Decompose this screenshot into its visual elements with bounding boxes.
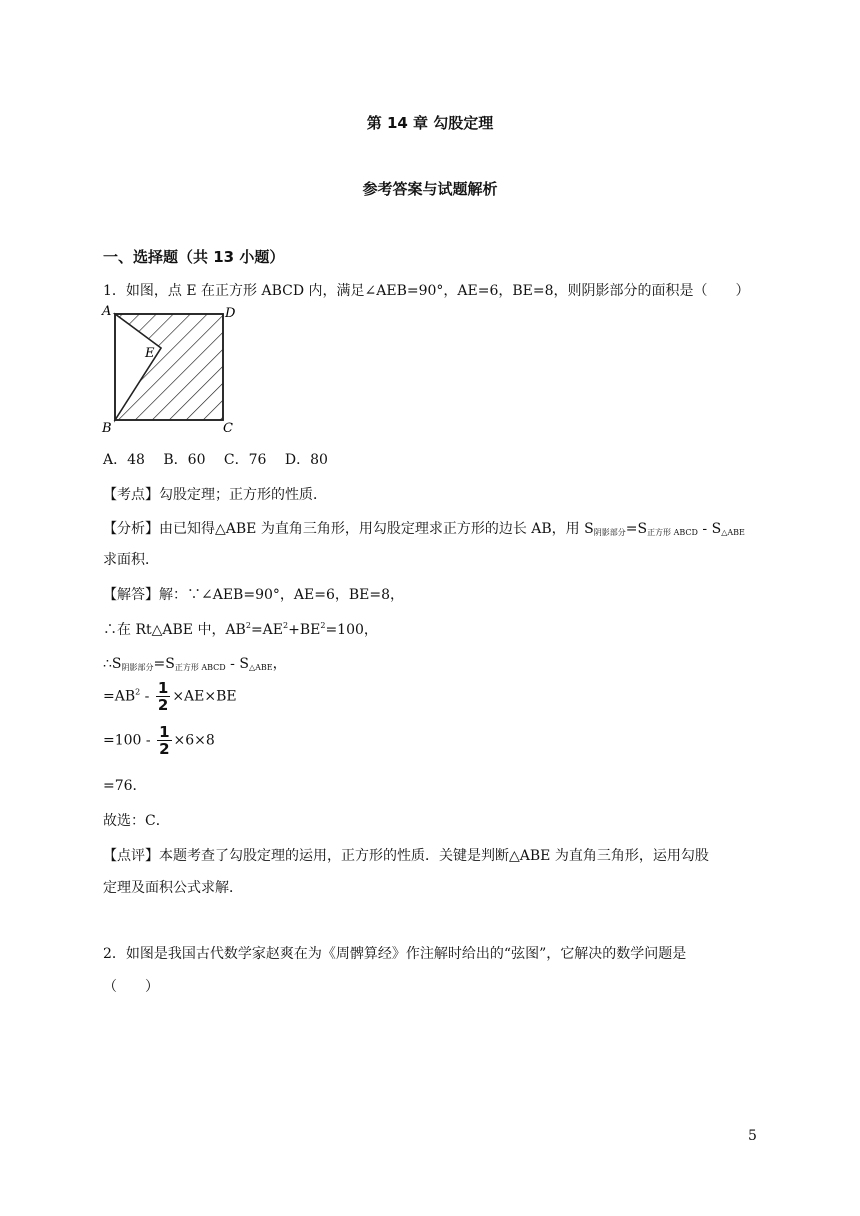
chapter-title: 第 14 章 勾股定理 (366, 114, 494, 132)
subtitle: 参考答案与试题解析 (362, 180, 498, 198)
jieda-line-6: =76． (103, 778, 147, 794)
section-heading: 一、选择题（共 13 小题） (103, 248, 285, 266)
fraction-one-half: $\frac{1}{2}$ (159, 723, 170, 758)
jieda-line-4: $=AB^2$ - $\frac{1}{2}$ ×AE×BE (103, 679, 237, 714)
dianping-line-2: 定理及面积公式求解． (103, 880, 243, 896)
jieda-line-5: =100 - $\frac{1}{2}$ ×6×8 (103, 723, 215, 758)
label-d: D (225, 306, 236, 321)
label-a: A (102, 304, 112, 319)
question-2-line-1: 2．如图是我国古代数学家赵爽在为《周髀算经》作注解时给出的“弦图”，它解决的数学问题是 (103, 946, 687, 962)
jieda-line-3: $\therefore S_{阴影部分}=S_{正方形 ABCD} - S_{\triangle ABE}$， (103, 656, 287, 672)
square-figure (100, 302, 240, 434)
question-2-line-2: （ ） (103, 979, 159, 995)
fenxi-line-2: 求面积． (103, 552, 159, 568)
jieda-line-1: 【解答】解：∵∠AEB=90°，AE=6，BE=8， (103, 587, 405, 603)
question-1-text: 1．如图，点 E 在正方形 ABCD 内，满足∠AEB=90°，AE=6，BE=8，则阴影部分的面积是（ ） (103, 283, 750, 299)
fraction-one-half: $\frac{1}{2}$ (157, 679, 169, 714)
dianping-line-1: 【点评】本题考查了勾股定理的运用，正方形的性质．关键是判断△ABE 为直角三角形，运用勾股 (103, 848, 709, 864)
page-number: 5 (748, 1128, 757, 1144)
kaodian: 【考点】勾股定理；正方形的性质． (103, 487, 327, 503)
jieda-line-7: 故选：C． (103, 813, 170, 829)
label-e: E (145, 346, 155, 361)
fenxi-line-1: 【分析】由已知得△ABE 为直角三角形，用勾股定理求正方形的边长 AB，用 $S_{阴影部分}=S_{正方形 ABCD} - S_{\triangle ABE}$ (103, 521, 745, 537)
label-c: C (223, 421, 233, 434)
jieda-line-2: ∴在 Rt△ABE 中，$AB^2=AE^2+BE^2=100$， (103, 621, 378, 638)
label-b: B (102, 421, 112, 434)
answer-options: A．48 B．60 C．76 D．80 (103, 452, 328, 468)
